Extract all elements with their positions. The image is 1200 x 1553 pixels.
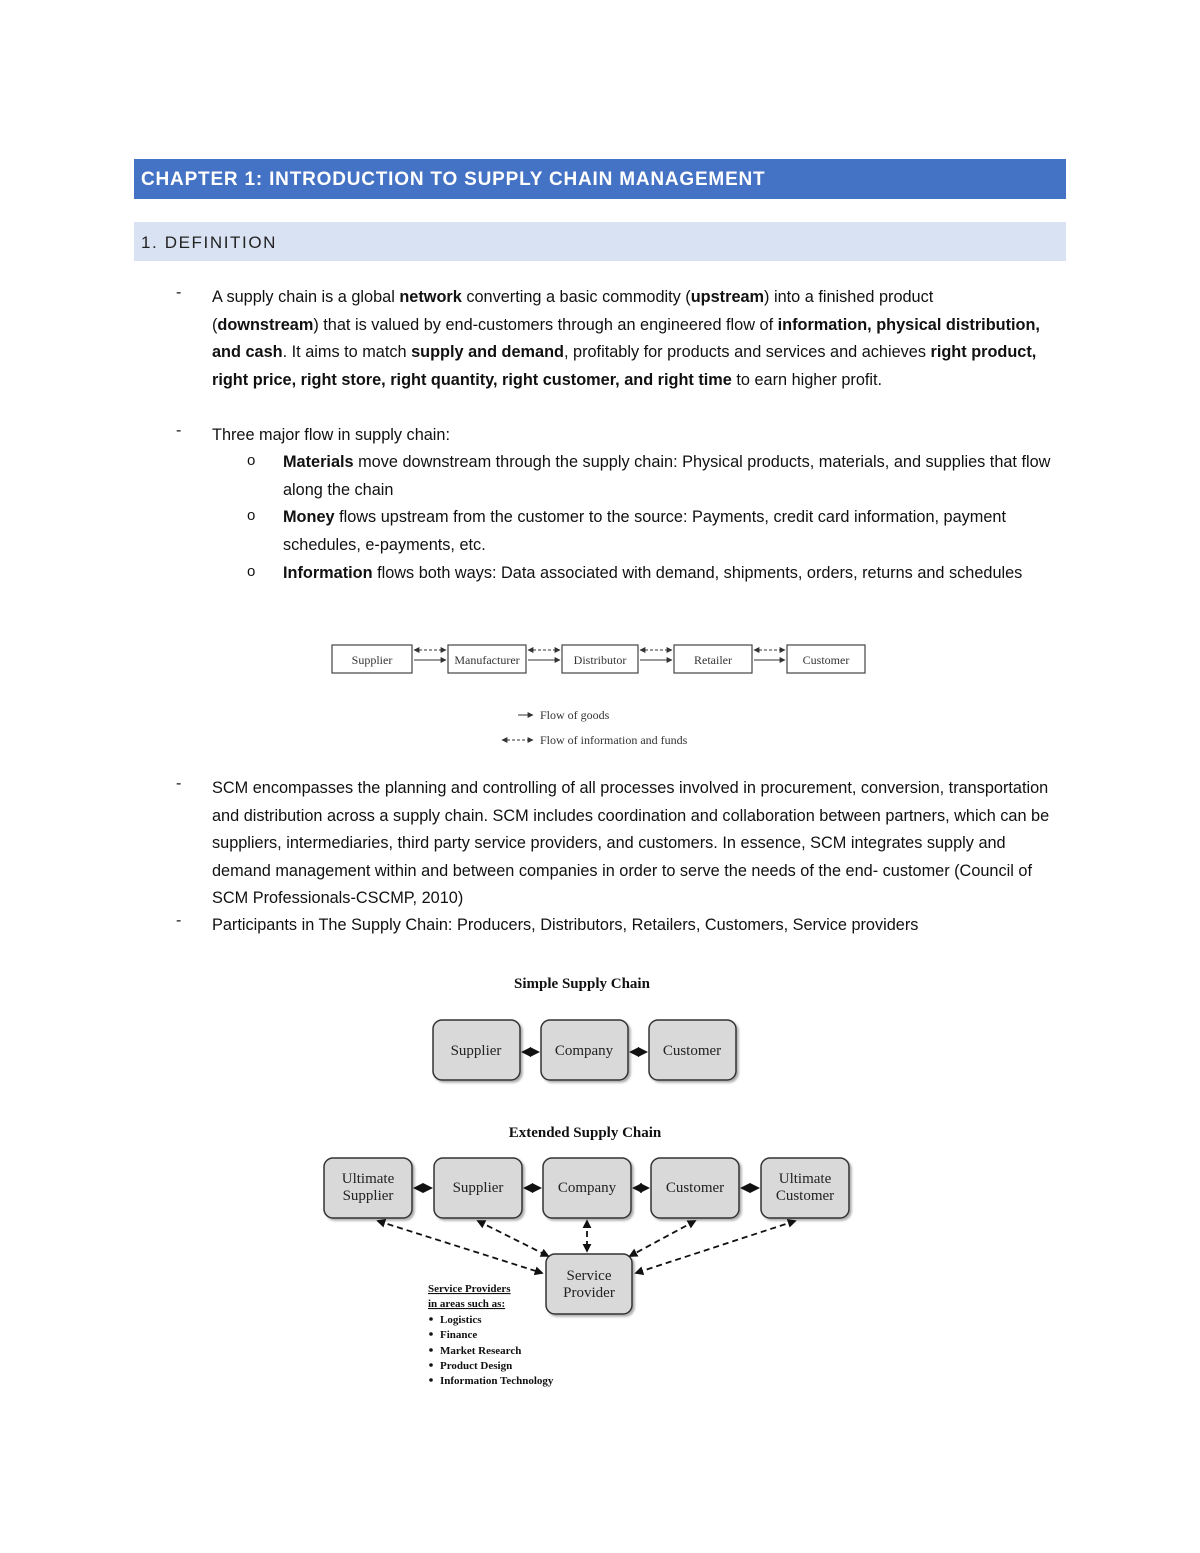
ext-node-label: Supplier [452, 1180, 504, 1196]
flow-information: Information flows both ways: Data associated with demand, shipments, orders, returns and schedules [283, 564, 1023, 582]
section-title: 1. DEFINITION [134, 222, 1066, 261]
sub-bullet: o [247, 507, 256, 524]
simple-node-label: Supplier [450, 1043, 502, 1059]
ext-node-label: Ultimate [778, 1171, 832, 1187]
providers-list [429, 1314, 554, 1387]
providers-heading: in areas such as: [428, 1298, 506, 1310]
definition-paragraph: A supply chain is a global network converting a basic commodity (upstream) into a finished product (downstream) that is valued by end-customers through an engineered flow of information, physical distribution, and cash. It aims to match supply and demand, profitably for products and services and achieves right product, right price, right store, right quantity, right customer, and right time to earn higher profit. [212, 288, 1040, 389]
flows-intro: Three major flow in supply chain: [212, 426, 450, 444]
flow-node-label: Manufacturer [454, 653, 520, 667]
flow-money: Money flows upstream from the customer to the source: Payments, credit card information, payment schedules, e-payments, etc. [283, 508, 1007, 554]
sub-bullet: o [247, 563, 256, 580]
flow-node-label: Customer [802, 653, 850, 667]
ext-node-label: Provider [563, 1285, 615, 1301]
provider-item: Market Research [440, 1345, 522, 1357]
scm-paragraph: SCM encompasses the planning and controlling of all processes involved in procurement, conversion, transportation and distribution across a supply chain. SCM includes coordination and collaboration between partners, which can be suppliers, intermediaries, third party service providers, and customers. In essence, SCM integrates supply and demand management within and between companies in order to serve the needs of the end- customer (Council of SCM Professionals-CSCMP, 2010) [212, 779, 1050, 908]
extended-chain-title: Extended Supply Chain [508, 1125, 662, 1141]
chapter-title: CHAPTER 1: INTRODUCTION TO SUPPLY CHAIN MANAGEMENT [134, 159, 1066, 199]
ext-node-label: Company [557, 1180, 617, 1196]
sub-bullet: o [247, 452, 256, 469]
ext-node-label: Customer [775, 1188, 835, 1204]
flow-node-label: Distributor [573, 653, 627, 667]
provider-item: Finance [440, 1329, 478, 1341]
provider-item: Information Technology [440, 1375, 554, 1387]
simple-node-label: Company [554, 1043, 614, 1059]
providers-heading: Service Providers [428, 1283, 511, 1295]
provider-item: Logistics [440, 1314, 482, 1326]
bullet-dash: - [176, 912, 182, 929]
participants-paragraph: Participants in The Supply Chain: Producers, Distributors, Retailers, Customers, Service providers [212, 916, 919, 934]
ext-node-label: Supplier [342, 1188, 394, 1204]
flow-node-label: Supplier [351, 653, 393, 667]
flow-node-label: Retailer [694, 653, 732, 667]
simple-node-label: Customer [662, 1043, 722, 1059]
ext-node-label: Ultimate [341, 1171, 395, 1187]
legend-info-label: Flow of information and funds [540, 733, 688, 747]
bullet-dash: - [176, 284, 182, 301]
supply-chain-diagram [320, 968, 860, 1398]
ext-node-service-provider [546, 1254, 632, 1314]
ext-node-label: Customer [665, 1180, 725, 1196]
simple-chain-title: Simple Supply Chain [514, 976, 650, 992]
bullet-dash: - [176, 422, 182, 439]
bullet-dash: - [176, 775, 182, 792]
flow-materials: Materials move downstream through the supply chain: Physical products, materials, and supplies that flow along the chain [283, 453, 1051, 499]
legend-goods-label: Flow of goods [540, 708, 610, 722]
flow-diagram [330, 635, 880, 755]
provider-item: Product Design [440, 1360, 513, 1372]
ext-node-label: Service [566, 1268, 612, 1284]
